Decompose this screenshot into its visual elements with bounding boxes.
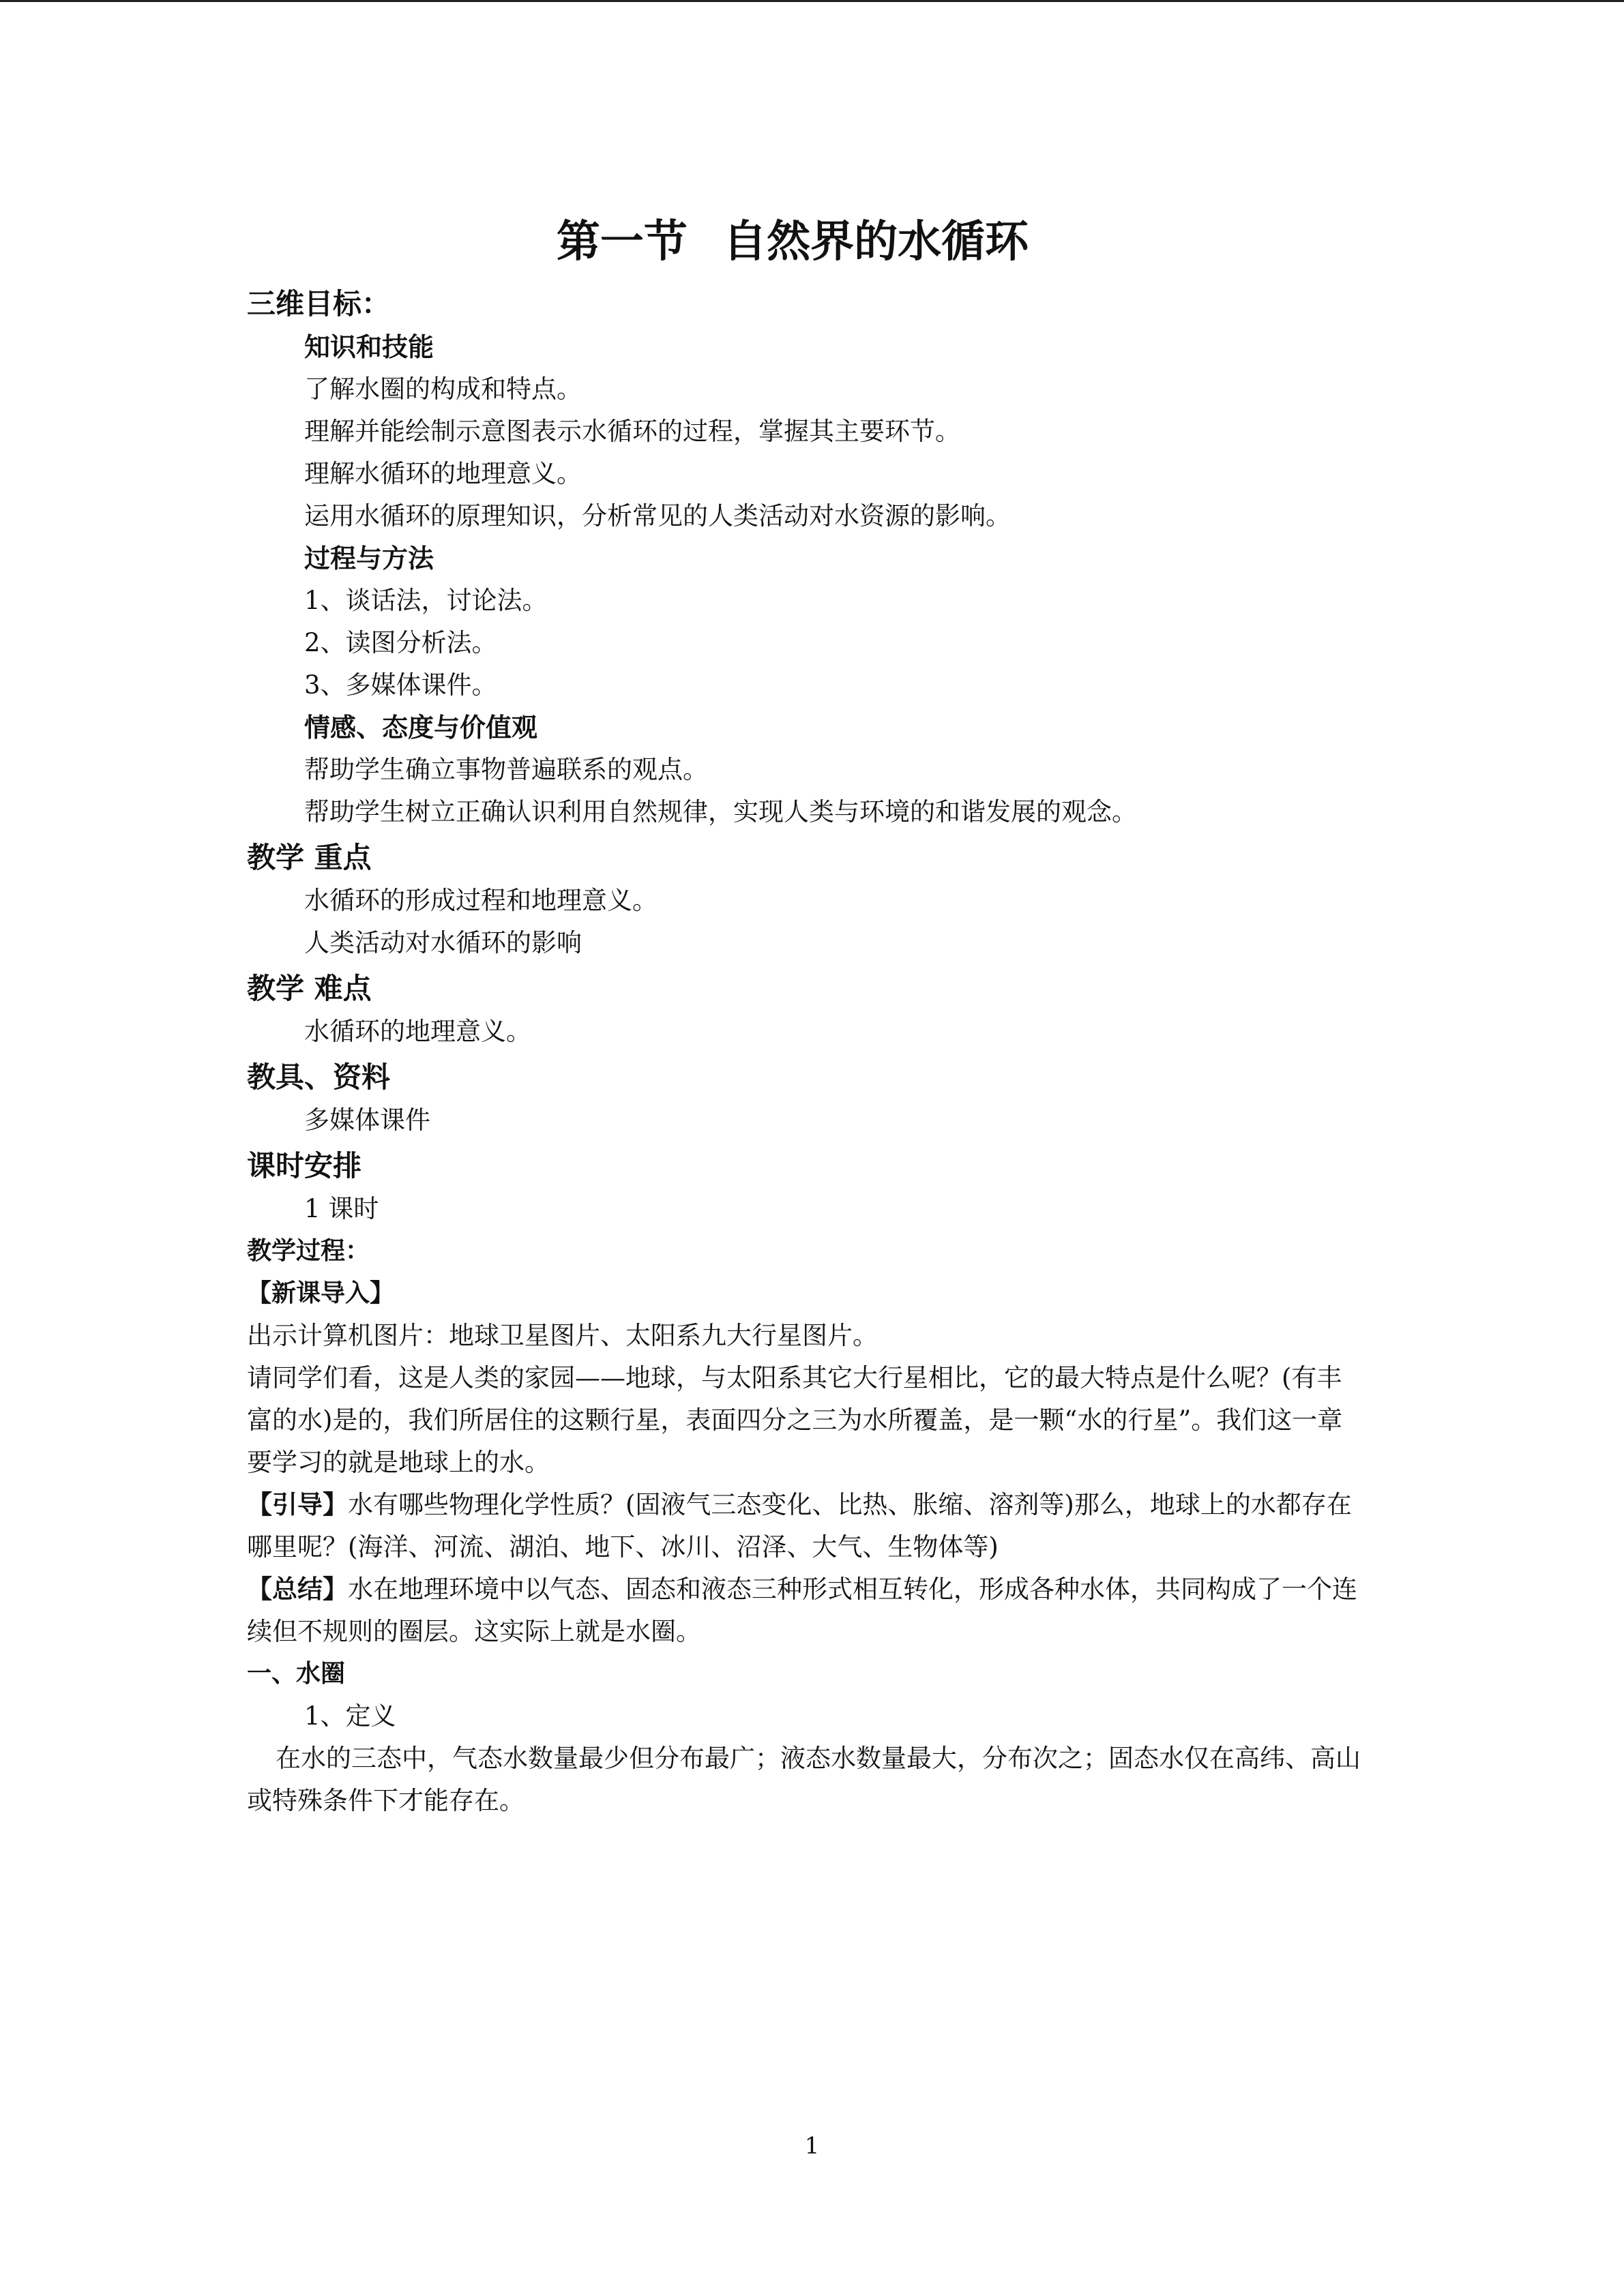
page-title: 第一节 自然界的水循环 [556, 217, 1029, 267]
objectives-heading: 三维目标： [247, 287, 391, 320]
definition-heading: 1、定义 [304, 1701, 396, 1731]
guide-text: 水有哪些物理化学性质？(固液气三态变化、比热、胀缩、溶剂等)那么，地球上的水都存在哪里呢？(海洋、河流、湖泊、地下、冰川、沼泽、大气、生物体等) [247, 1490, 1352, 1562]
schedule-item: 1 课时 [304, 1194, 379, 1223]
page-number: 1 [804, 2132, 820, 2160]
procedure-heading: 教学过程： [247, 1237, 370, 1265]
intro-line: 出示计算机图片：地球卫星图片、太阳系九大行星图片。 [247, 1321, 878, 1350]
guide-paragraph [247, 1484, 1365, 1568]
intro-paragraph: 请同学们看，这是人类的家园——地球，与太阳系其它大行星相比，它的最大特点是什么呢？(有丰富的水)是的，我们所居住的这颗行星，表面四分之三为水所覆盖，是一颗“水的行星”。我们这一章要学习的就是地球上的水。 [247, 1363, 1343, 1477]
difficulty-heading: 教学 难点 [247, 972, 372, 1005]
knowledge-item: 运用水循环的原理知识，分析常见的人类活动对水资源的影响。 [304, 501, 1011, 531]
definition-text: 在水的三态中，气态水数量最少但分布最广；液态水数量最大，分布次之；固态水仅在高纬、高山或特殊条件下才能存在。 [247, 1744, 1361, 1815]
knowledge-heading: 知识和技能 [304, 332, 434, 362]
emotion-heading: 情感、态度与价值观 [304, 713, 538, 743]
process-item: 2、读图分析法。 [304, 628, 497, 657]
top-border-line [0, 0, 1624, 2]
intro-heading: 【新课导入】 [247, 1279, 395, 1307]
materials-item: 多媒体课件 [304, 1105, 430, 1135]
document-body [247, 205, 1365, 1822]
key-point-item: 人类活动对水循环的影响 [304, 928, 582, 957]
section-heading-hydrosphere: 一、水圈 [247, 1660, 346, 1688]
knowledge-item: 理解水循环的地理意义。 [304, 459, 582, 488]
summary-text: 水在地理环境中以气态、固态和液态三种形式相互转化，形成各种水体，共同构成了一个连续但不规则的圈层。这实际上就是水圈。 [247, 1575, 1357, 1646]
process-item: 3、多媒体课件。 [304, 670, 497, 700]
schedule-heading: 课时安排 [247, 1149, 362, 1182]
knowledge-item: 理解并能绘制示意图表示水循环的过程，掌握其主要环节。 [304, 417, 960, 446]
process-item: 1、谈话法，讨论法。 [304, 586, 548, 615]
materials-heading: 教具、资料 [247, 1060, 391, 1094]
key-point-item: 水循环的形成过程和地理意义。 [304, 886, 658, 915]
emotion-item: 帮助学生树立正确认识利用自然规律，实现人类与环境的和谐发展的观念。 [304, 797, 1137, 826]
emotion-item: 帮助学生确立事物普遍联系的观点。 [304, 755, 708, 784]
key-points-heading: 教学 重点 [247, 841, 372, 874]
process-heading: 过程与方法 [304, 543, 434, 573]
summary-label: 【总结】 [247, 1575, 348, 1604]
summary-paragraph [247, 1568, 1365, 1653]
difficulty-item: 水循环的地理意义。 [304, 1017, 531, 1046]
guide-label: 【引导】 [247, 1490, 348, 1519]
knowledge-item: 了解水圈的构成和特点。 [304, 374, 582, 404]
